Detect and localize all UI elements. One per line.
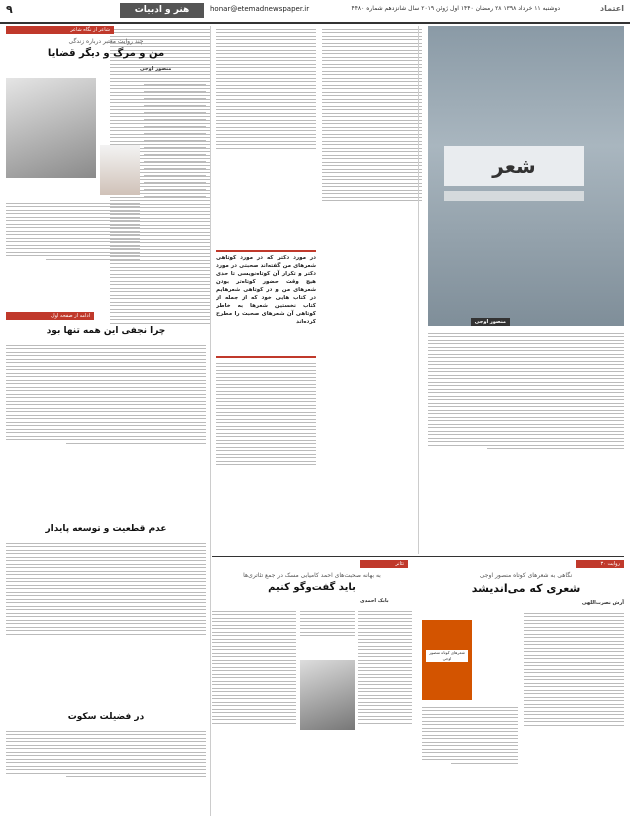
theatre-kicker: به بهانه صحبت‌های احمد کامیابی مسک در جمع تئاتری‌ها: [243, 572, 381, 579]
column-2-text: [322, 26, 422, 326]
column-rule: [418, 26, 419, 554]
theatre-byline: بابک احمدی: [360, 598, 389, 604]
section-tag-continued: ادامه از صفحه اول: [6, 312, 94, 320]
review-text-left: [422, 704, 518, 816]
najafi-headline: چرا نجفی این همه تنها بود: [46, 326, 166, 336]
review-byline: آرش نصرت‌اللهی: [581, 600, 624, 606]
book-cover-small: [100, 145, 140, 195]
newspaper-logo: اعتماد: [600, 4, 624, 13]
theatre-text-right: [358, 608, 412, 816]
uncertainty-headline: عدم قطعیت و توسعه پایدار: [45, 524, 167, 534]
review-headline: شعری که می‌اندیشد: [471, 582, 581, 595]
section-tag-narrative: روایت ۳۰: [576, 560, 624, 568]
review-book-title: شعرهای کوتاه منصور اوجی: [426, 650, 468, 662]
theatre-text-mid: [300, 608, 355, 658]
book-title: شعر: [444, 146, 584, 186]
section-email[interactable]: honar@etemadnewspaper.ir: [210, 5, 310, 13]
book-cover-image: [428, 26, 624, 326]
pull-quote: در مورد دکتر که در مورد کوتاهی شعرهای من گفته‌اند صحبتی در مورد دکتر و تکرار آن کوتاه‌نویسی تا حدی هیچ وقت حضور کوتاه‌تر بودن شعرهای من و در کوتاهی شعرهایم در کتاب هایی خود که از جمله از کتاب نخستین شعرها به خاطر کوتاهی آن شعرهای صحبت را مطرح کرده‌اند: [216, 250, 316, 358]
silence-headline: در فضیلت سکوت: [67, 712, 145, 722]
column-rule: [210, 26, 211, 816]
issue-date: دوشنبه ۱۱ خرداد ۱۳۹۸ ۲۸ رمضان ۱۴۴۰ اول ژوئن ۲۰۱۹ سال شانزدهم شماره ۴۴۸۰: [351, 5, 560, 12]
page-number: ۹: [6, 3, 13, 16]
column-3-lower-text: [216, 360, 316, 550]
theatre-text-left: [212, 608, 296, 816]
silence-text: [6, 728, 206, 816]
poet-portrait: [6, 78, 96, 178]
review-text-right: [524, 610, 624, 816]
section-title: هنر و ادبیات: [120, 3, 204, 18]
section-tag-poet: شاعر از نگاه شاعر: [6, 26, 114, 34]
theatre-photo: [300, 660, 355, 730]
column-3-text: [216, 26, 316, 246]
section-tag-theatre: تئاتر: [360, 560, 408, 568]
image-caption: منصور اوجی: [471, 318, 510, 326]
left-top-text-2: [6, 200, 140, 305]
review-book-cover: [422, 620, 472, 700]
lower-divider: [212, 556, 624, 557]
uncertainty-text: [6, 540, 206, 708]
najafi-text: [6, 342, 206, 518]
page-header: [0, 0, 630, 24]
right-upper-text: [428, 330, 624, 545]
left-top-text: [144, 78, 206, 303]
left-kicker: چند روایت معتبر درباره زندگی: [68, 38, 144, 45]
theatre-headline: باید گفت‌وگو کنیم: [268, 582, 356, 593]
review-kicker: نگاهی به شعرهای کوتاه منصور اوجی: [479, 572, 573, 579]
left-byline: منصور اوجی: [140, 66, 172, 72]
left-headline: من و مرگ و دیگر قضایا: [47, 48, 165, 59]
